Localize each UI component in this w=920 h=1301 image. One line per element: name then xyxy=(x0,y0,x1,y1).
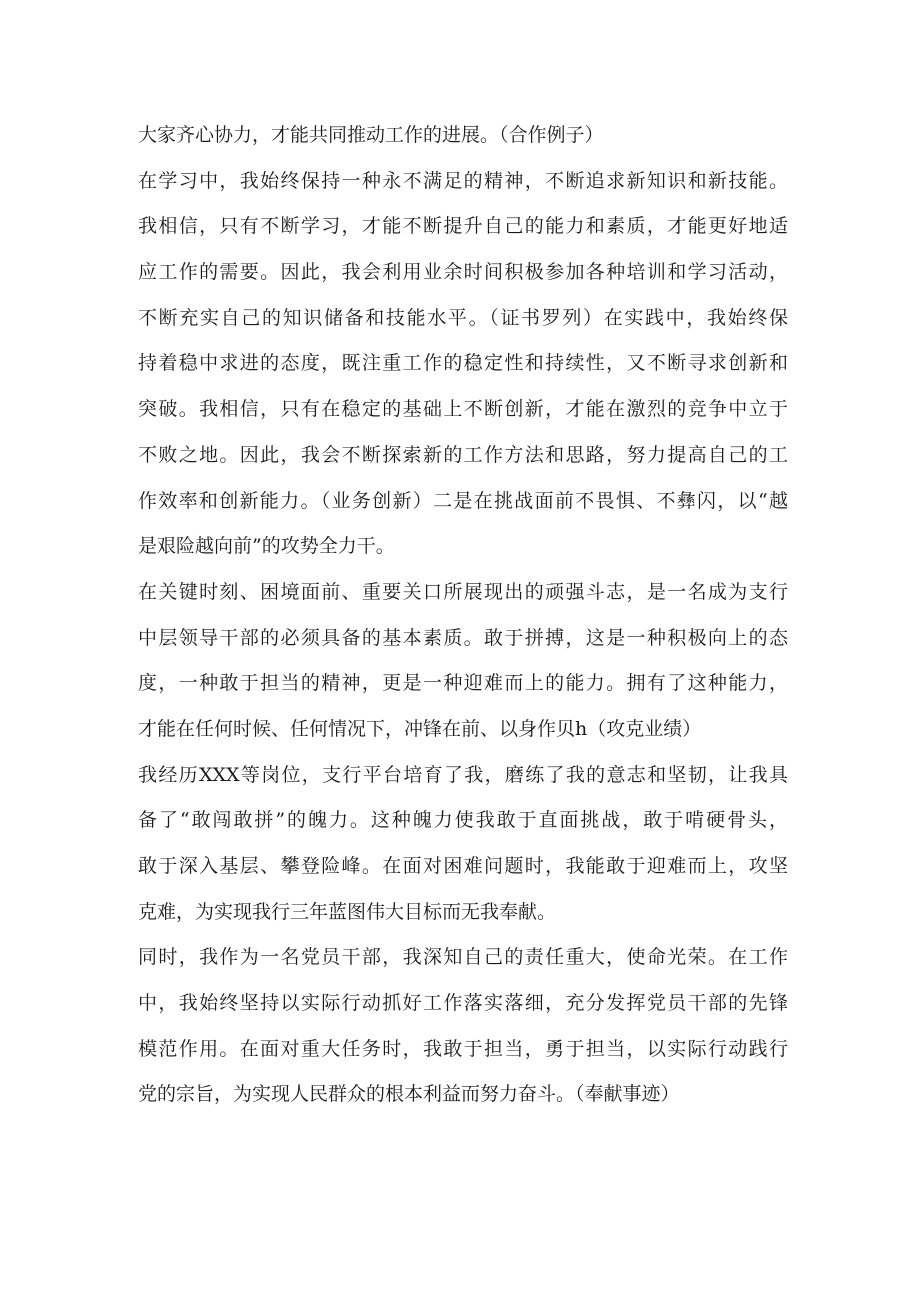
text-line: 突破。我相信，只有在稳定的基础上不断创新，才能在激烈的竞争中立于 xyxy=(138,398,788,421)
text-line: 度，一种敢于担当的精神，更是一种迎难而上的能力。拥有了这种能力， xyxy=(138,672,788,695)
text-line: 模范作用。在面对重大任务时，我敢于担当，勇于担当，以实际行动践行 xyxy=(138,1037,788,1060)
text-line: 备了“敢闯敢拼”的魄力。这种魄力使我敢于直面挑战，敢于啃硬骨头， xyxy=(138,809,788,832)
text-line: 不败之地。因此，我会不断探索新的工作方法和思路，努力提高自己的工 xyxy=(138,443,788,466)
paragraph-p2 xyxy=(138,159,788,570)
text-line: 不断充实自己的知识储备和技能水平。（证书罗列）在实践中，我始终保 xyxy=(138,306,788,329)
text-line: 在学习中，我始终保持一种永不满足的精神，不断追求新知识和新技能。 xyxy=(138,169,788,192)
text-line: 在关键时刻、困境面前、重要关口所展现出的顽强斗志，是一名成为支行 xyxy=(138,580,788,603)
text-line: 才能在任何时候、任何情况下，冲锋在前、以身作贝h（攻克业绩） xyxy=(138,717,702,740)
text-line: 同时，我作为一名党员干部，我深知自己的责任重大，使命光荣。在工作 xyxy=(138,946,788,969)
text-line: 持着稳中求进的态度，既注重工作的稳定性和持续性，又不断寻求创新和 xyxy=(138,352,788,375)
document-body xyxy=(138,113,788,1118)
text-line: 敢于深入基层、攀登险峰。在面对困难问题时，我能敢于迎难而上，攻坚 xyxy=(138,855,788,877)
text-line: 克难，为实现我行三年蓝图伟大目标而无我奉献。 xyxy=(138,900,557,923)
paragraph-p3 xyxy=(138,570,788,753)
paragraph-p5 xyxy=(138,935,788,1118)
text-line: 大家齐心协力，才能共同推动工作的进展。（合作例子） xyxy=(138,124,604,146)
text-line: 我经历XXX等岗位，支行平台培育了我，磨练了我的意志和坚韧，让我具 xyxy=(138,763,788,786)
paragraph-p4 xyxy=(138,753,788,936)
text-line: 党的宗旨，为实现人民群众的根本利益而努力奋斗。（奉献事迹） xyxy=(138,1083,680,1106)
text-line: 中层领导干部的必须具备的基本素质。敢于拼搏，这是一种积极向上的态 xyxy=(138,626,788,649)
text-line: 作效率和创新能力。（业务创新）二是在挑战面前不畏惧、不彝闪，以“越 xyxy=(138,489,788,512)
text-line: 是艰险越向前”的攻势全力干。 xyxy=(138,535,395,558)
text-line: 应工作的需要。因此，我会利用业余时间积极参加各种培训和学习活动， xyxy=(138,261,788,284)
text-line: 我相信，只有不断学习，才能不断提升自己的能力和素质，才能更好地适 xyxy=(138,215,788,238)
paragraph-p1 xyxy=(138,113,788,159)
text-line: 中，我始终坚持以实际行动抓好工作落实落细，充分发挥党员干部的先锋 xyxy=(138,992,788,1015)
